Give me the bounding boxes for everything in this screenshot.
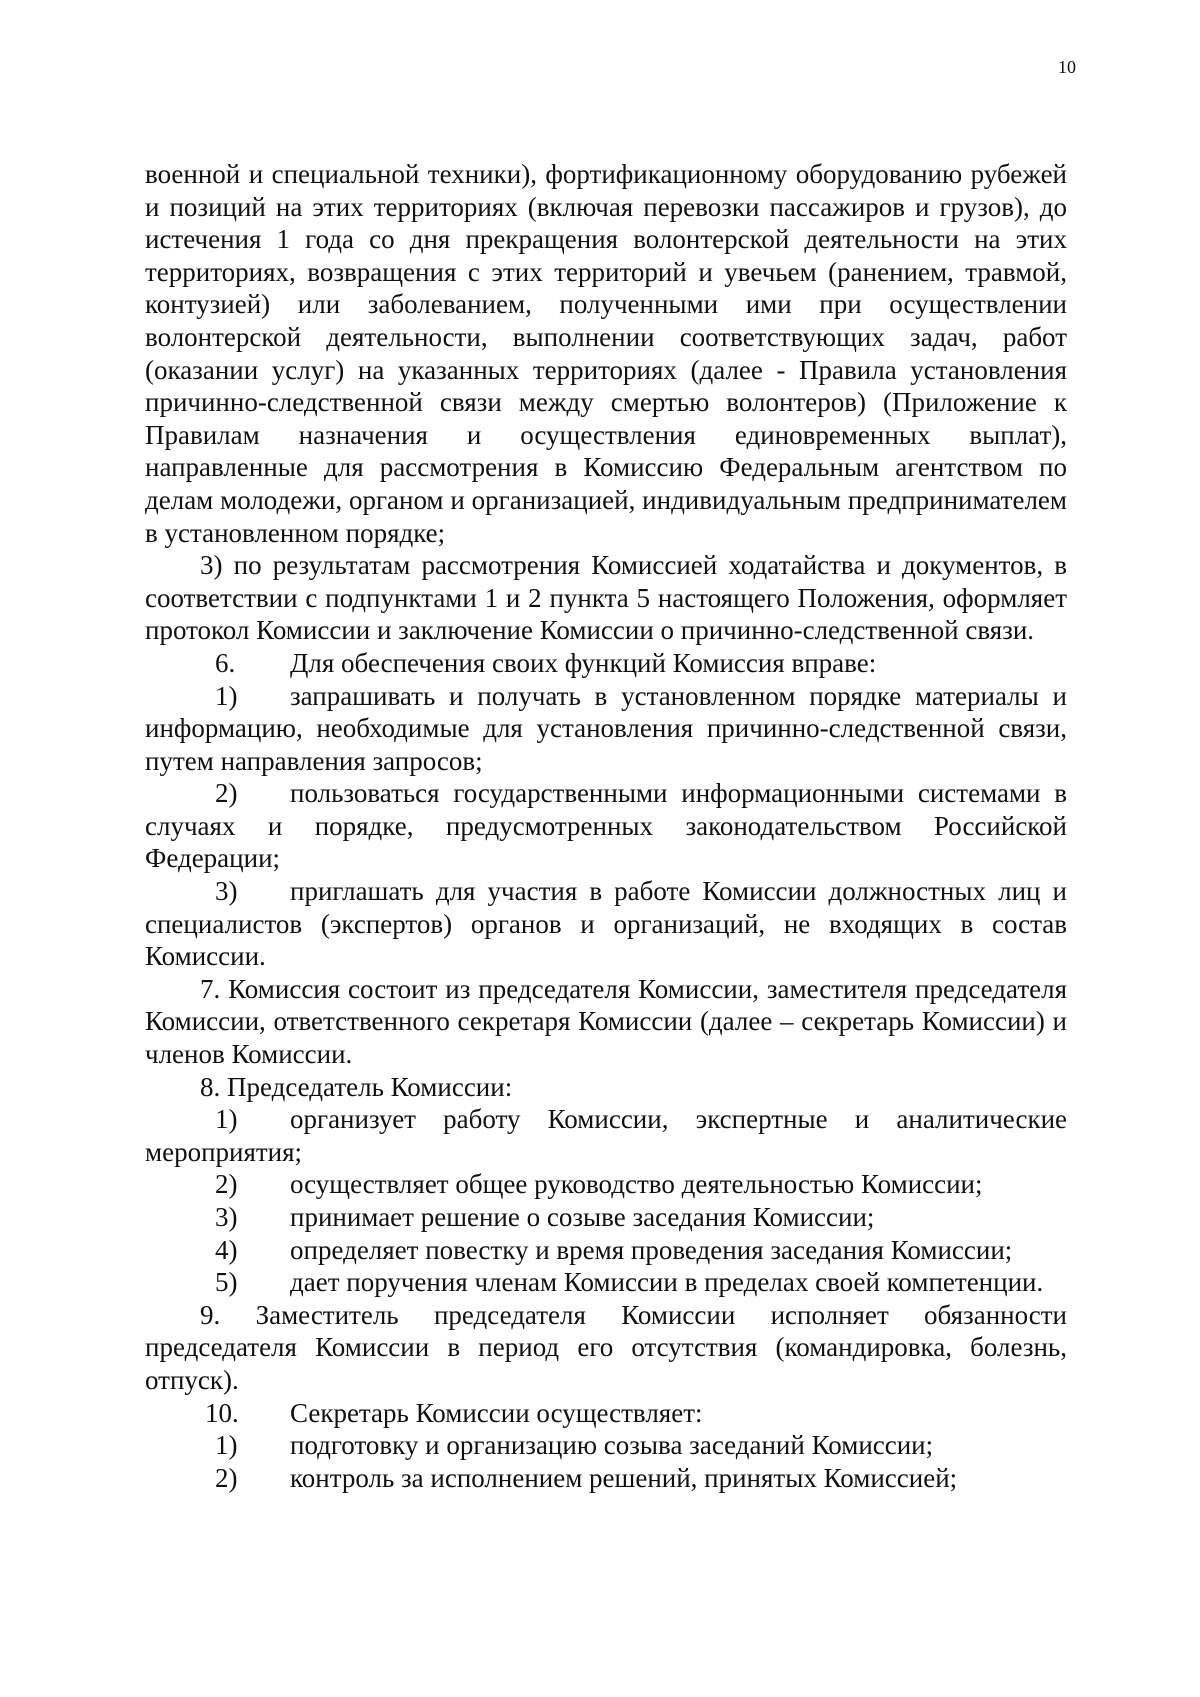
- list-text: приглашать для участия в работе Комиссии должностных лиц и специалистов (экспертов) органов и организаций, не входящих в состав Комиссии.: [145, 876, 1067, 972]
- list-number: 3): [215, 1202, 238, 1232]
- section-6-item-2: [145, 777, 1067, 875]
- section-8-item-5: [145, 1266, 1067, 1299]
- section-8-item-3: [145, 1201, 1067, 1234]
- page-number: 10: [1058, 57, 1076, 77]
- section-6-number: 6.: [215, 647, 236, 678]
- list-number: 1): [215, 1104, 238, 1135]
- section-10-item-1: [145, 1429, 1067, 1462]
- list-text: принимает решение о созыве заседания Комиссии;: [290, 1202, 875, 1232]
- section-7: 7. Комиссия состоит из председателя Комиссии, заместителя председателя Комиссии, ответственного секретаря Комиссии (далее – секретарь Комиссии) и членов Комиссии.: [145, 973, 1067, 1070]
- section-9: 9. Заместитель председателя Комиссии исполняет обязанности председателя Комиссии в период его отсутствия (командировка, болезнь, отпуск).: [145, 1299, 1067, 1395]
- section-6: [145, 647, 1067, 680]
- list-number: 2): [215, 1169, 238, 1200]
- list-number: 4): [215, 1234, 238, 1265]
- list-text: дает поручения членам Комиссии в пределах своей компетенции.: [290, 1267, 1044, 1298]
- list-number: 2): [215, 778, 238, 809]
- list-text: организует работу Комиссии, экспертные и аналитические мероприятия;: [145, 1104, 1067, 1167]
- section-10-number: 10.: [205, 1397, 239, 1428]
- list-number: 2): [215, 1462, 238, 1493]
- list-number: 3): [215, 876, 238, 907]
- section-6-item-1: [145, 680, 1067, 778]
- section-6-text: Для обеспечения своих функций Комиссия вправе:: [290, 647, 877, 678]
- section-8-item-2: [145, 1168, 1067, 1201]
- section-8: 8. Председатель Комиссии:: [200, 1071, 513, 1102]
- section-10: [145, 1397, 1067, 1430]
- list-text: осуществляет общее руководство деятельностью Комиссии;: [290, 1169, 983, 1200]
- paragraph-continuation: военной и специальной техники), фортификационному оборудованию рубежей и позиций на этих территориях (включая перевозки пассажиров и грузов), до истечения 1 года со дня прекращения волонтерской деятельности на этих территориях, возвращения с этих территорий и увечьем (ранением, травмой, контузией) или заболеванием, полученными ими при осуществлении волонтерской деятельности, выполнении соответствующих задач, работ (оказании услуг) на указанных территориях (далее - Правила установления причинно-следственной связи между смертью волонтеров) (Приложение к Правилам назначения и осуществления единовременных выплат), направленные для рассмотрения в Комиссию Федеральным агентством по делам молодежи, органом и организацией, индивидуальным предпринимателем в установленном порядке;: [145, 159, 1067, 548]
- section-6-item-3: [145, 875, 1067, 973]
- paragraph-item-3: 3) по результатам рассмотрения Комиссией ходатайства и документов, в соответствии с подпунктами 1 и 2 пункта 5 настоящего Положения, оформляет протокол Комиссии и заключение Комиссии о причинно-следственной связи.: [145, 550, 1067, 646]
- list-text: подготовку и организацию созыва заседаний Комиссии;: [290, 1430, 934, 1461]
- document-body: [145, 158, 1067, 1494]
- section-8-item-1: [145, 1103, 1067, 1168]
- list-text: пользоваться государственными информационными системами в случаях и порядке, предусмотренных законодательством Российской Федерации;: [145, 778, 1067, 874]
- list-text: запрашивать и получать в установленном порядке материалы и информацию, необходимые для установления причинно-следственной связи, путем направления запросов;: [145, 680, 1067, 776]
- list-number: 1): [215, 1430, 238, 1461]
- section-10-item-2: [145, 1462, 1067, 1495]
- list-text: определяет повестку и время проведения заседания Комиссии;: [290, 1234, 1013, 1265]
- section-8-item-4: [145, 1234, 1067, 1267]
- list-number: 1): [215, 680, 238, 711]
- list-number: 5): [215, 1267, 238, 1298]
- list-text: контроль за исполнением решений, принятых Комиссией;: [290, 1462, 958, 1493]
- section-10-text: Секретарь Комиссии осуществляет:: [290, 1397, 703, 1428]
